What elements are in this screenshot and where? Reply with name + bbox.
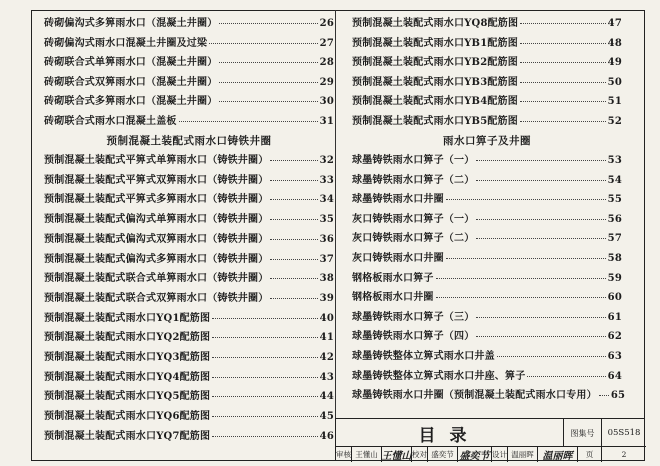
leader-dots	[476, 160, 605, 161]
check-label: 校对	[412, 447, 428, 462]
leader-dots	[212, 337, 317, 338]
toc-entry	[352, 38, 622, 49]
toc-entry	[352, 390, 626, 402]
toc-entry	[352, 312, 622, 323]
toc-entry-page: 51	[607, 96, 622, 108]
toc-entry-title: 灰口铸铁雨水口井圈	[352, 253, 444, 264]
toc-entry-title: 球墨铸铁雨水口井圈	[352, 194, 444, 206]
toc-entry	[44, 411, 334, 422]
toc-entry	[352, 96, 622, 107]
toc-entry-page: 52	[607, 116, 622, 127]
atlas-number-label: 图集号	[564, 419, 602, 447]
leader-dots	[212, 436, 317, 437]
toc-entry-page: 40	[319, 312, 334, 324]
toc-entry-page: 37	[319, 253, 334, 265]
toc-entry-page: 41	[319, 332, 334, 344]
title-block-title: 目录	[336, 419, 564, 447]
toc-entry-title: 砖砌联合式单箅雨水口（混凝土井圈）	[44, 57, 218, 69]
toc-entry-title: 灰口铸铁雨水口箅子（一）	[352, 213, 475, 225]
atlas-number-value: 05S518	[607, 428, 641, 438]
toc-entry-title: 砖砌联合式雨水口混凝土盖板	[44, 116, 177, 127]
toc-entry-title: 钢格板雨水口箅子	[352, 272, 434, 284]
toc-entry-title: 预制混凝土装配式雨水口YB3配筋图	[352, 76, 518, 88]
leader-dots	[219, 62, 317, 63]
toc-entry-title: 钢格板雨水口井圈	[352, 292, 434, 304]
toc-entry-page: 45	[319, 411, 334, 423]
leader-dots	[212, 416, 317, 417]
toc-entry-page: 48	[607, 37, 622, 49]
designer-signature: 温丽晖	[538, 447, 578, 462]
toc-entry	[352, 331, 622, 342]
toc-entry-page: 34	[319, 194, 334, 206]
toc-entry	[44, 155, 334, 166]
toc-entry	[44, 96, 334, 107]
leader-dots	[436, 278, 606, 279]
section-heading-cast-iron-ring: 预制混凝土装配式雨水口铸铁井圈	[106, 135, 272, 147]
leader-dots	[476, 219, 605, 220]
toc-entry-title: 球墨铸铁雨水口箅子（四）	[352, 331, 475, 343]
toc-entry	[44, 194, 334, 205]
toc-entry-title: 砖砌偏沟式雨水口混凝土井圈及过梁	[44, 37, 208, 49]
toc-entry	[352, 233, 622, 244]
leader-dots	[270, 239, 317, 240]
toc-entry-title: 预制混凝土装配式偏沟式双箅雨水口（铸铁井圈）	[44, 233, 269, 245]
leader-dots	[520, 121, 606, 122]
leader-dots	[212, 377, 317, 378]
toc-entry	[44, 391, 334, 402]
toc-entry	[352, 253, 622, 264]
toc-entry-page: 39	[319, 292, 334, 304]
toc-entry-title: 砖砌联合式双箅雨水口（混凝土井圈）	[44, 76, 218, 88]
toc-entry-page: 27	[319, 37, 334, 49]
toc-entry-page: 35	[319, 214, 334, 226]
toc-entry	[44, 431, 334, 442]
toc-entry-page: 38	[319, 273, 334, 285]
toc-entry	[352, 57, 622, 68]
toc-entry	[44, 38, 334, 49]
toc-entry-page: 53	[607, 155, 622, 166]
toc-entry-title: 球墨铸铁雨水口箅子（一）	[352, 155, 475, 166]
title-block	[335, 418, 645, 461]
toc-entry	[44, 77, 334, 88]
toc-entry-title: 预制混凝土装配式雨水口YQ3配筋图	[44, 352, 211, 363]
toc-entry-page: 43	[319, 371, 334, 383]
toc-entry-title: 预制混凝土装配式偏沟式单箅雨水口（铸铁井圈）	[44, 214, 269, 226]
leader-dots	[270, 298, 317, 299]
toc-entry-page: 30	[319, 96, 334, 108]
toc-entry	[44, 175, 334, 186]
checker-signature: 盛奕节	[458, 447, 492, 462]
toc-entry-page: 60	[607, 292, 622, 304]
toc-entry	[352, 351, 622, 362]
toc-entry	[44, 332, 334, 343]
toc-entry	[44, 18, 334, 29]
toc-entry-page: 61	[607, 311, 622, 323]
toc-entry-title: 预制混凝土装配式偏沟式多箅雨水口（铸铁井圈）	[44, 253, 269, 265]
leader-dots	[209, 43, 317, 44]
toc-entry-page: 42	[319, 352, 334, 363]
toc-entry-page: 33	[319, 174, 334, 186]
toc-entry-title: 预制混凝土装配式雨水口YQ6配筋图	[44, 411, 211, 423]
leader-dots	[270, 160, 317, 161]
toc-entry-title: 灰口铸铁雨水口箅子（二）	[352, 233, 475, 245]
page-label: 页	[578, 447, 602, 462]
leader-dots	[497, 356, 606, 357]
toc-entry-page: 46	[319, 430, 334, 442]
toc-entry-title: 球墨铸铁雨水口箅子（三）	[352, 311, 475, 323]
toc-entry-title: 预制混凝土装配式雨水口YB1配筋图	[352, 37, 518, 49]
toc-entry-title: 预制混凝土装配式平箅式单箅雨水口（铸铁井圈）	[44, 155, 269, 166]
toc-entry-page: 65	[610, 390, 626, 402]
toc-entry-title: 预制混凝土装配式雨水口YQ8配筋图	[352, 18, 519, 29]
toc-entry	[44, 352, 334, 363]
toc-entry	[352, 175, 622, 186]
leader-dots	[599, 395, 609, 396]
toc-entry	[44, 254, 334, 265]
toc-entry-page: 57	[607, 233, 622, 245]
toc-entry	[352, 155, 622, 166]
toc-entry	[352, 116, 622, 127]
toc-entry-title: 砖砌偏沟式多箅雨水口（混凝土井圈）	[44, 18, 218, 29]
toc-entry-page: 32	[319, 155, 334, 166]
leader-dots	[212, 318, 317, 319]
leader-dots	[527, 376, 605, 377]
toc-entry-page: 47	[607, 18, 622, 29]
toc-entry	[44, 313, 334, 324]
leader-dots	[270, 259, 317, 260]
leader-dots	[520, 101, 606, 102]
toc-entry-title: 预制混凝土装配式雨水口YQ4配筋图	[44, 371, 211, 383]
leader-dots	[212, 396, 317, 397]
toc-entry	[44, 273, 334, 284]
toc-entry	[352, 292, 622, 303]
toc-entry	[44, 372, 334, 383]
toc-entry	[44, 214, 334, 225]
toc-entry	[352, 273, 622, 284]
toc-entry	[352, 18, 622, 29]
toc-entry	[44, 293, 334, 304]
leader-dots	[520, 43, 606, 44]
toc-entry-page: 28	[319, 57, 334, 69]
toc-entry-page: 29	[319, 76, 334, 88]
leader-dots	[476, 336, 605, 337]
toc-entry-page: 64	[607, 370, 622, 382]
leader-dots	[212, 357, 317, 358]
toc-entry-title: 预制混凝土装配式联合式双箅雨水口（铸铁井圈）	[44, 292, 269, 304]
toc-entry-title: 预制混凝土装配式雨水口YQ1配筋图	[44, 312, 211, 324]
leader-dots	[219, 23, 317, 24]
leader-dots	[270, 219, 317, 220]
toc-entry-title: 预制混凝土装配式雨水口YB2配筋图	[352, 57, 518, 69]
leader-dots	[270, 199, 317, 200]
leader-dots	[476, 317, 605, 318]
toc-entry-title: 球墨铸铁雨水口箅子（二）	[352, 174, 475, 186]
toc-entry-page: 55	[607, 194, 622, 206]
leader-dots	[476, 238, 605, 239]
toc-entry-title: 球墨铸铁雨水口井圈（预制混凝土装配式雨水口专用）	[352, 390, 597, 402]
leader-dots	[520, 62, 606, 63]
toc-entry-title: 预制混凝土装配式雨水口YQ2配筋图	[44, 332, 211, 344]
toc-entry-page: 59	[607, 272, 622, 284]
toc-entry-page: 56	[607, 213, 622, 225]
toc-entry-page: 62	[607, 331, 622, 343]
toc-entry-title: 球墨铸铁整体立箅式雨水口井座、箅子	[352, 370, 526, 382]
toc-entry-page: 26	[319, 18, 334, 29]
design-label: 设计	[492, 447, 508, 462]
checker-name: 盛奕节	[428, 447, 458, 462]
leader-dots	[476, 180, 605, 181]
leader-dots	[270, 180, 317, 181]
leader-dots	[446, 199, 606, 200]
toc-entry	[44, 116, 334, 127]
toc-entry-title: 砖砌联合式多箅雨水口（混凝土井圈）	[44, 96, 218, 108]
toc-entry	[352, 77, 622, 88]
toc-entry	[44, 234, 334, 245]
leader-dots	[436, 297, 606, 298]
toc-entry-page: 63	[607, 351, 622, 362]
toc-entry	[352, 371, 622, 382]
toc-entry-page: 36	[319, 233, 334, 245]
toc-entry-title: 预制混凝土装配式雨水口YQ7配筋图	[44, 430, 211, 442]
leader-dots	[270, 278, 317, 279]
toc-entry-title: 球墨铸铁整体立箅式雨水口井盖	[352, 351, 495, 362]
leader-dots	[219, 82, 317, 83]
page-number: 2	[621, 450, 627, 459]
toc-entry-page: 54	[607, 174, 622, 186]
leader-dots	[219, 101, 317, 102]
toc-entry-page: 50	[607, 76, 622, 88]
review-label: 审核	[336, 447, 352, 462]
section-heading-grates-and-rings: 雨水口箅子及井圈	[443, 135, 531, 147]
leader-dots	[179, 121, 318, 122]
toc-entry-page: 31	[319, 116, 334, 127]
toc-entry-page: 49	[607, 57, 622, 69]
leader-dots	[520, 23, 605, 24]
reviewer-name: 王懂山	[352, 447, 382, 462]
toc-entry-title: 预制混凝土装配式雨水口YQ5配筋图	[44, 391, 211, 403]
toc-entry	[352, 214, 622, 225]
toc-entry-title: 预制混凝土装配式雨水口YB5配筋图	[352, 116, 518, 127]
toc-entry-page: 44	[319, 391, 334, 403]
reviewer-signature: 王懂山	[382, 447, 412, 462]
toc-entry-title: 预制混凝土装配式联合式单箅雨水口（铸铁井圈）	[44, 273, 269, 285]
leader-dots	[520, 82, 606, 83]
toc-entry-page: 58	[607, 253, 622, 264]
toc-entry-title: 预制混凝土装配式平箅式多箅雨水口（铸铁井圈）	[44, 194, 269, 206]
designer-name: 温丽晖	[508, 447, 538, 462]
toc-entry-title: 预制混凝土装配式雨水口YB4配筋图	[352, 96, 518, 108]
toc-entry	[44, 57, 334, 68]
toc-entry	[352, 194, 622, 205]
leader-dots	[446, 258, 606, 259]
column-divider	[335, 10, 336, 418]
toc-entry-title: 预制混凝土装配式平箅式双箅雨水口（铸铁井圈）	[44, 174, 269, 186]
